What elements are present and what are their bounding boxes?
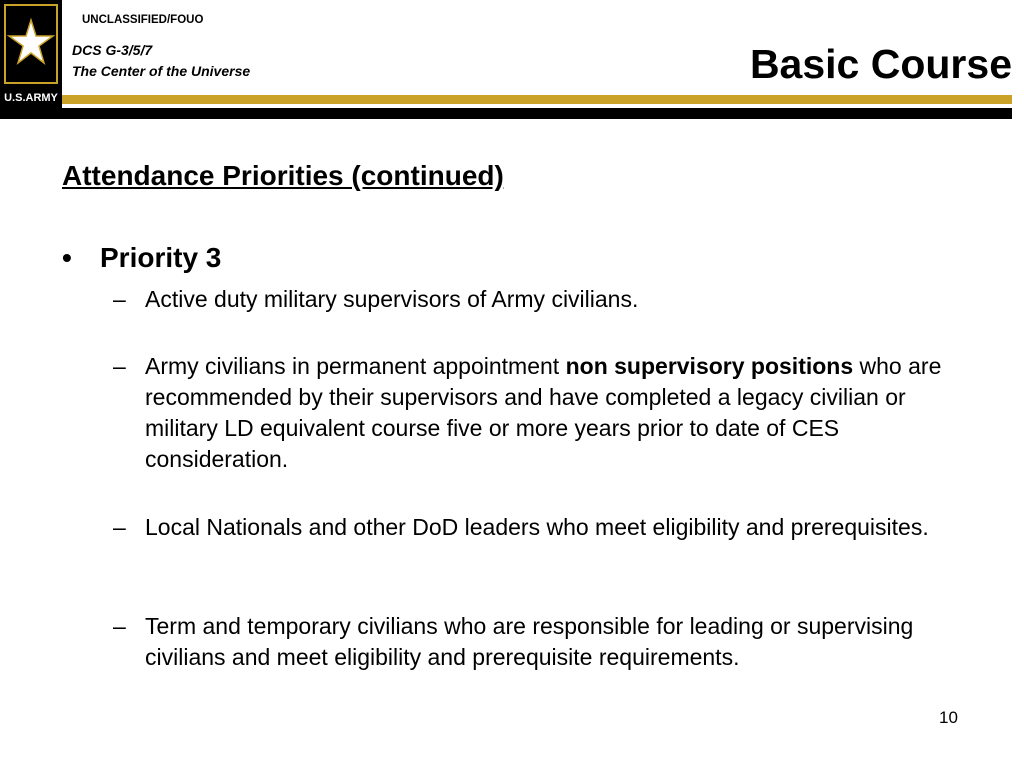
dash-symbol: –: [113, 353, 126, 379]
bullet-symbol: •: [62, 242, 72, 273]
priority-bullet: [62, 242, 221, 274]
army-logo: [0, 0, 62, 119]
logo-star-frame: [4, 4, 58, 84]
list-item: [113, 512, 963, 543]
slide-title: Basic Course: [749, 41, 1012, 87]
dash-symbol: –: [113, 514, 126, 540]
dash-symbol: –: [113, 613, 126, 639]
org-tagline: The Center of the Universe: [72, 63, 251, 79]
list-item-text-bold: non supervisory positions: [565, 353, 854, 379]
classification-label: UNCLASSIFIED/FOUO: [82, 14, 204, 26]
org-name: DCS G-3/5/7: [72, 42, 153, 58]
list-item: [113, 611, 963, 673]
header-black-bar: [62, 108, 1012, 119]
list-item: [113, 351, 963, 475]
list-item-text: Term and temporary civilians who are responsible for leading or supervising civilians and meet eligibility and prerequisite requirements.: [145, 613, 914, 670]
star-icon: [6, 6, 56, 82]
list-item-text-normal: who are recommended by their supervisors and have completed a legacy civilian or military LD equivalent course five or more years prior to date of CES consideration.: [145, 353, 942, 472]
dash-symbol: –: [113, 286, 126, 312]
list-item-text-normal: Army civilians in permanent appointment: [145, 353, 566, 379]
list-item-text: [145, 351, 963, 475]
list-item-text: Active duty military supervisors of Army civilians.: [145, 286, 639, 312]
page-number: 10: [939, 708, 958, 727]
section-heading: Attendance Priorities (continued): [62, 160, 504, 191]
logo-text: U.S.ARMY: [4, 92, 58, 104]
list-item: [113, 284, 963, 315]
list-item-text: Local Nationals and other DoD leaders who meet eligibility and prerequisites.: [145, 514, 929, 540]
header-gold-bar: [62, 95, 1012, 104]
priority-label: Priority 3: [100, 242, 222, 273]
